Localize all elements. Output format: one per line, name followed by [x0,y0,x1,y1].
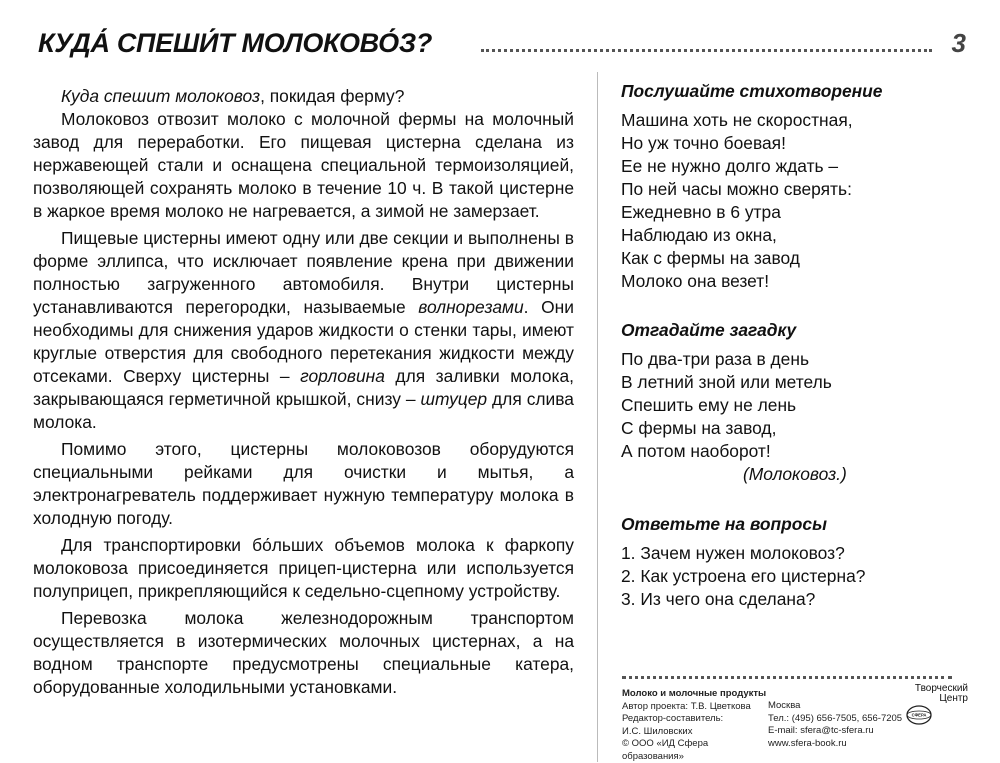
logo-caption-line1: Творческий [914,683,968,694]
p3-text-c: . Они необходимы для снижения ударов жидкости о стенки тары, имеют круглые отверстия для свободного перетекания жидкости между отсеками. Сверху цистерны – [33,297,574,386]
article-paragraph-2: Молоковоз отвозит молоко с молочной фермы на молочный завод для переработки. Его пищевая цистерна сделана из нержавеющей стали и оснащена специальной термоизоляцией, позволяющей сохранять молоко в течение 10 ч. В такой цистерне в жаркое время молоко не нагревается, а зимой не замерзает. [33,109,574,221]
question-item: 1. Зачем нужен молоковоз? [621,543,845,563]
publisher-logo [898,684,978,730]
project-author: Автор проекта: Т.В. Цветкова [622,700,751,712]
article-lead-question: Куда спешит молоковоз [61,86,261,106]
page-title: КУДА́ СПЕШИ́Т МОЛОКОВО́З? [38,28,433,58]
editor-name: И.С. Шиловских [622,725,693,737]
logo-caption-line2: Центр [939,693,968,704]
article-lead-rest: , покидая ферму? [260,86,405,106]
riddle-line: Спешить ему не лень [621,395,797,415]
phone: Тел.: (495) 656-7505, 656-7205 [768,712,903,724]
term-gorlovina: горловина [300,366,385,386]
imprint-left [622,688,772,763]
series-title: Молоко и молочные продукты [622,688,767,699]
article-column [33,85,574,703]
poem-heading: Послушайте стихотворение [621,81,883,101]
riddle-line: По два-три раза в день [621,349,810,369]
question-item: 2. Как устроена его цистерна? [621,566,866,586]
title-dotted-leader [481,49,932,52]
poem-line: Молоко она везет! [621,271,770,291]
article-paragraph-4: Помимо этого, цистерны молоковозов оборудуются специальными рейками для очистки и мытья, а электронагреватель поддерживает нужную температуру молока в холодную погоду. [33,439,574,528]
questions-heading: Ответьте на вопросы [621,514,827,534]
page-header [38,28,968,62]
questions-section [621,513,971,611]
poem-section [621,80,971,293]
poem-line: Как с фермы на завод [621,248,800,268]
poem-line: Ее не нужно долго ждать – [621,156,839,176]
p3-text-g: для слива молока. [33,389,574,432]
riddle-line: А потом наоборот! [621,441,771,461]
poem-line: Ежедневно в 6 утра [621,202,781,222]
term-volnorezy: волнорезами [418,297,524,317]
article-paragraph-1 [33,85,574,108]
question-item: 3. Из чего она сделана? [621,589,816,609]
riddle-heading: Отгадайте загадку [621,320,797,340]
city: Москва [768,700,801,711]
term-shtutser: штуцер [420,389,488,409]
poem-line: Машина хоть не скоростная, [621,110,853,130]
article-paragraph-6: Перевозка молока железнодорожным транспортом осуществляется в изотермических молочных цистернах, а на водном транспорте предусмотрены специальные катера, оборудованные холодильными установками. [33,608,574,697]
email: E-mail: sfera@tc-sfera.ru [768,725,874,736]
article-paragraph-3 [33,227,574,434]
website: www.sfera-book.ru [768,737,847,749]
riddle-line: В летний зной или метель [621,372,832,392]
riddle-answer: (Молоковоз.) [743,464,847,484]
riddle-line: С фермы на завод, [621,418,777,438]
poem-line: Но уж точно боевая! [621,133,786,153]
p3-text-a: Пищевые цистерны имеют одну или две секции и выполнены в форме эллипса, что исключает появление крена при движении полностью загруженного автомобиля. Внутри цистерны устанавливаются перегородки, называемые [33,228,574,317]
poem-line: По ней часы можно сверять: [621,179,852,199]
article-paragraph-5: Для транспортировки бо́льших объемов молока к фаркопу молоковоза присоединяется прицеп-цистерна или используется полуприцеп, прикрепляющийся к седельно-сцепному устройству. [33,535,574,601]
editor-label: Редактор-составитель: [622,713,724,724]
poem-line: Наблюдаю из окна, [621,225,777,245]
logo-caption [902,684,968,704]
logo-mark-text: СФЕРА [911,712,927,718]
copyright: © ООО «ИД Сфера образования» [622,738,709,762]
column-divider [597,72,598,762]
riddle-section [621,319,971,486]
footer-dotted-rule [622,676,952,679]
p3-text-e: для заливки молока, закрывающаяся герметичной крышкой, снизу – [33,366,574,409]
sfera-logo-icon [906,705,932,725]
page-number: 3 [951,28,966,58]
